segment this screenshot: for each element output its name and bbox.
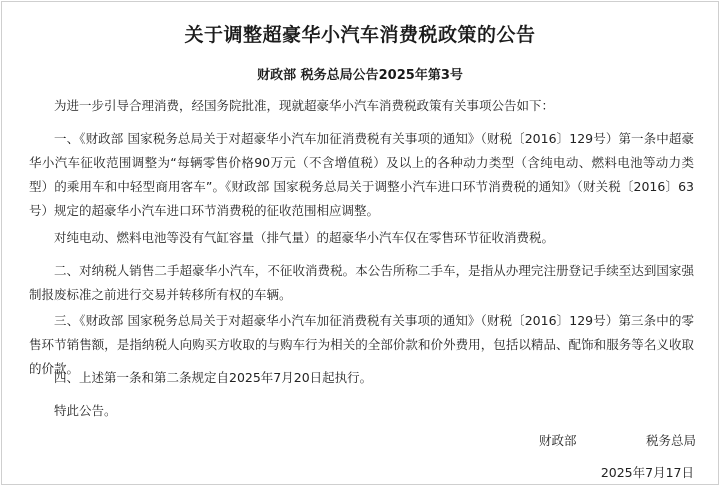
clause-three-paragraph: 三、《财政部 国家税务总局关于对超豪华小汽车加征消费税有关事项的通知》（财税〔2016〕129号）第三条中的零售环节销售额，是指纳税人向购买方收取的与购车行为相关的全部价款和价外费用，包括以精品、配饰和服务等名义收取的价款。 [29,313,694,376]
signature-ministry-of-finance: 财政部 [539,433,577,448]
issue-date: 2025年7月17日 [600,465,694,480]
clause-two-paragraph: 二、对纳税人销售二手超豪华小汽车，不征收消费税。本公告所称二手车，是指从办理完注册登记手续至达到国家强制报废标准之前进行交易并转移所有权的车辆。 [29,263,694,302]
document-number: 财政部 税务总局公告2025年第3号 [257,68,463,83]
intro-paragraph: 为进一步引导合理消费，经国务院批准，现就超豪华小汽车消费税政策有关事项公告如下： [54,98,555,113]
announcement-document [1,1,719,485]
clause-one-supplement-paragraph: 对纯电动、燃料电池等没有气缸容量（排气量）的超豪华小汽车仅在零售环节征收消费税。 [54,230,555,245]
clause-four-paragraph: 四、上述第一条和第二条规定自2025年7月20日起执行。 [54,370,373,385]
closing-paragraph: 特此公告。 [54,403,117,418]
signature-tax-administration: 税务总局 [646,433,697,448]
document-title: 关于调整超豪华小汽车消费税政策的公告 [184,24,536,46]
clause-one-paragraph: 一、《财政部 国家税务总局关于对超豪华小汽车加征消费税有关事项的通知》（财税〔2016〕129号）第一条中超豪华小汽车征收范围调整为“每辆零售价格90万元（不含增值税）及以上的各种动力类型（含纯电动、燃料电池等动力类型）的乘用车和中轻型商用客车”。《财政部 国家税务总局关于调整小汽车进口环节消费税的通知》（财关税〔2016〕63号）规定的超豪华小汽车进口环节消费税的征收范围相应调整。 [29,131,694,218]
